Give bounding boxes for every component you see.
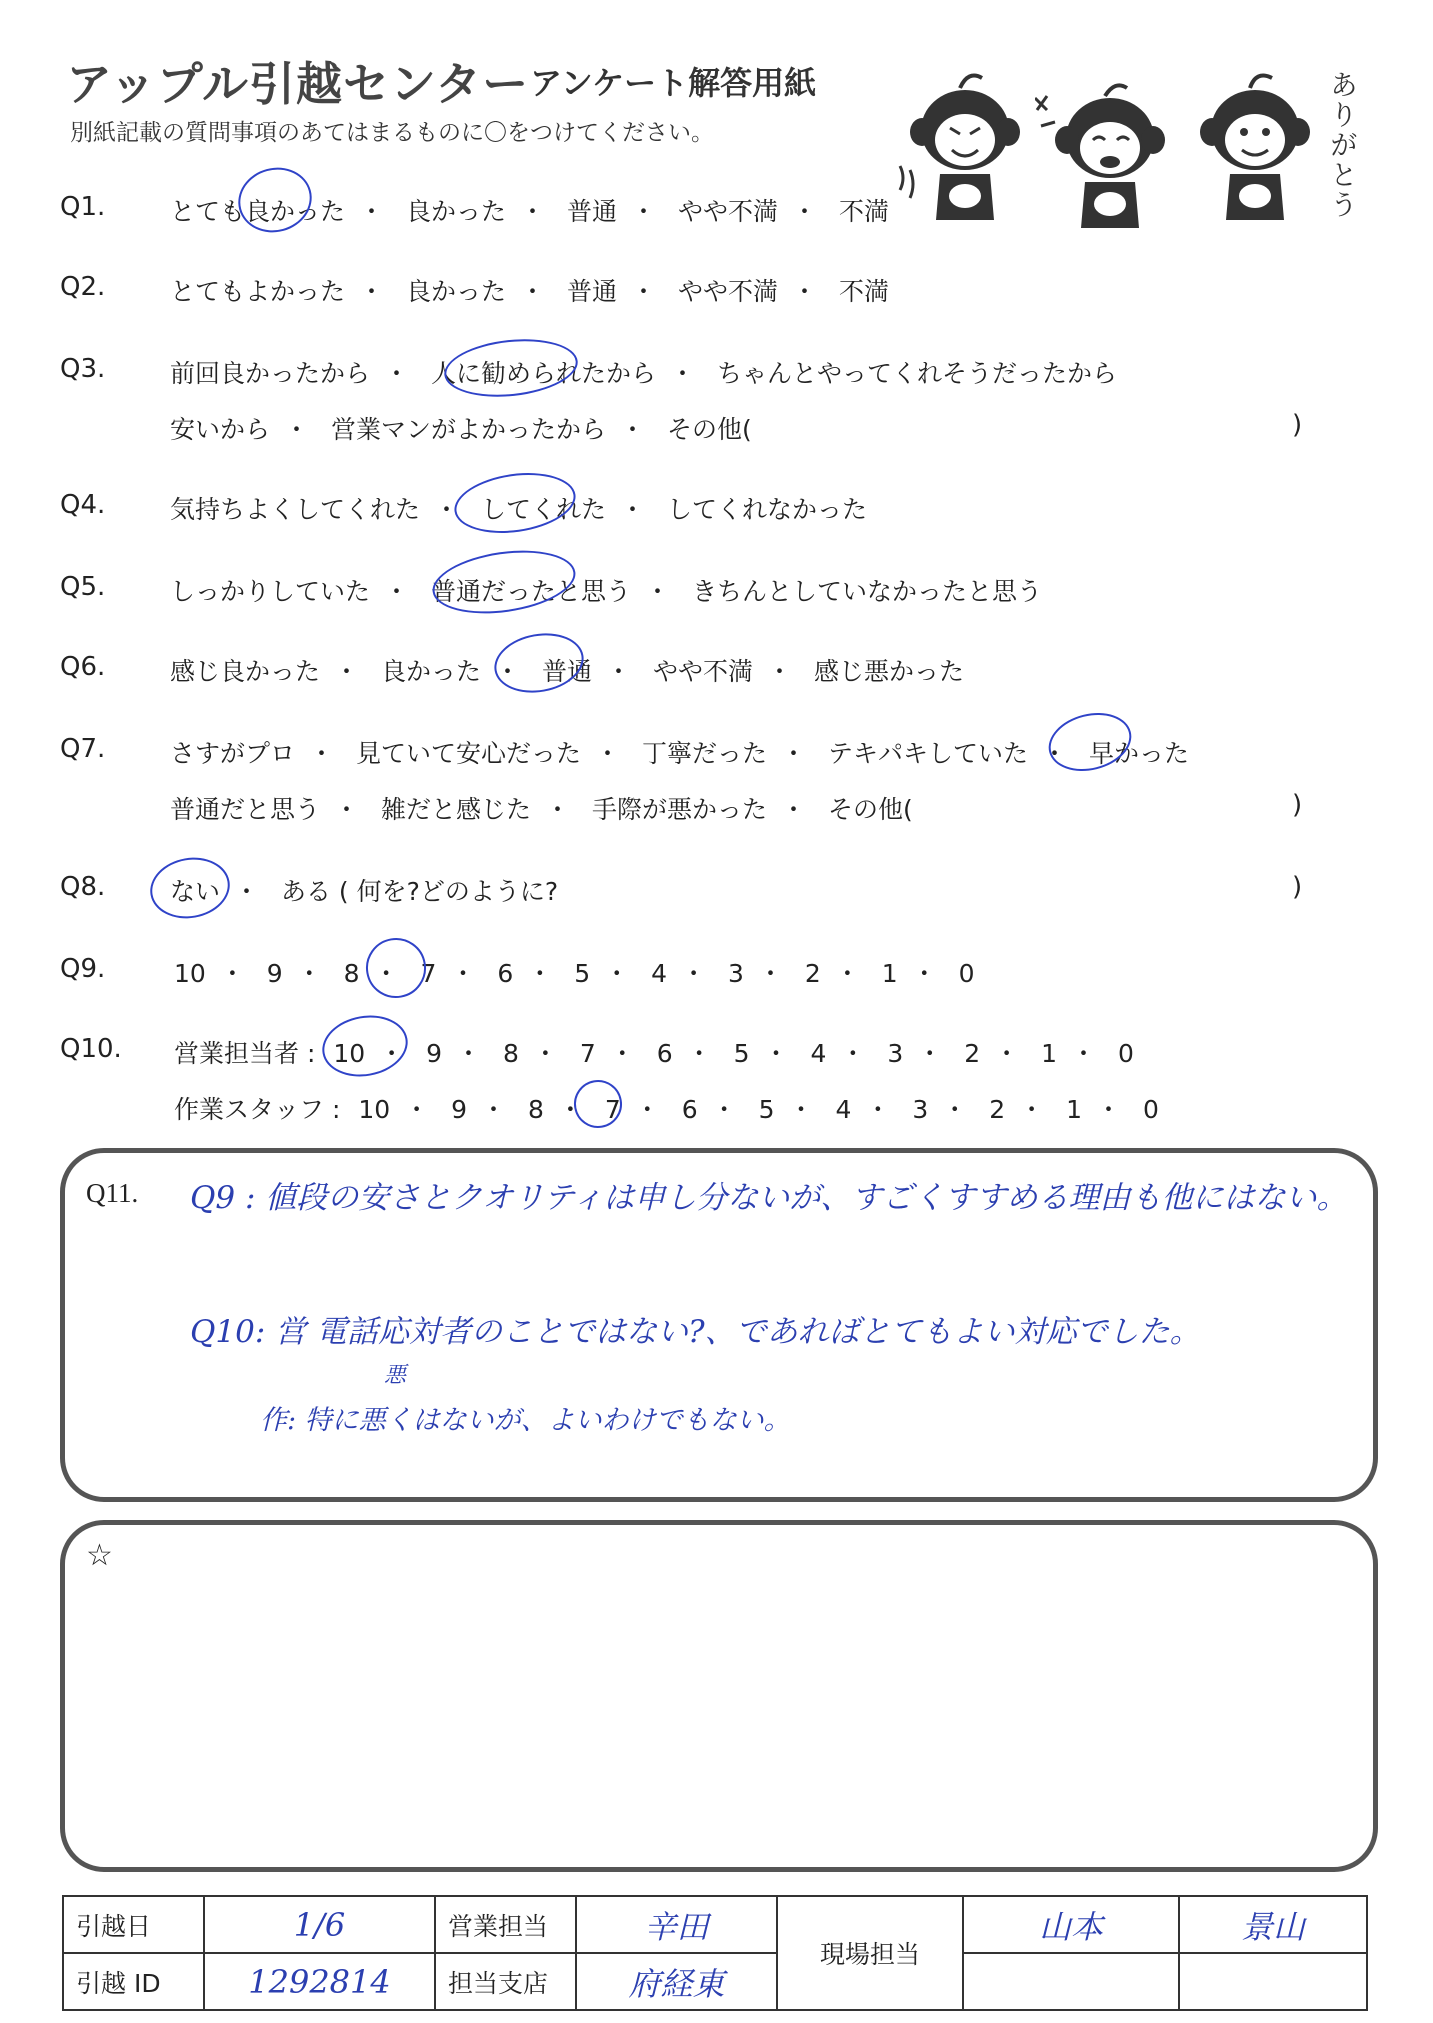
page-subtitle: アンケート解答用紙: [530, 64, 817, 102]
option[interactable]: やや不満: [677, 197, 778, 226]
site-person-2-value: 景山: [1179, 1896, 1367, 1953]
score-option[interactable]: 2: [989, 1095, 1006, 1124]
q6-options: 感じ良かった ・ 良かった ・ 普通 ・ やや不満 ・ 感じ悪かった: [170, 652, 964, 688]
q11-insert-mark: 悪: [384, 1363, 407, 1388]
option[interactable]: とてもよかった: [170, 277, 346, 306]
option[interactable]: 手際が悪かった: [591, 795, 767, 824]
option[interactable]: 感じ悪かった: [813, 657, 964, 686]
option[interactable]: 普通: [566, 197, 617, 226]
site-label: 現場担当: [777, 1896, 963, 2010]
score-option[interactable]: 3: [887, 1039, 904, 1068]
q9-scale: 10 ・ 9 ・ 8 ・ 7 ・ 6 ・ 5 ・ 4 ・ 3 ・ 2 ・ 1 ・ 0: [174, 959, 975, 988]
score-option[interactable]: 2: [964, 1039, 981, 1068]
q10-sales-label: 営業担当者 :: [174, 1039, 316, 1068]
option[interactable]: 不満: [838, 277, 889, 306]
score-option[interactable]: 8: [527, 1095, 544, 1124]
question-number: Q7.: [60, 734, 106, 764]
score-option[interactable]: 5: [758, 1095, 775, 1124]
q10-staff-scale: 作業スタッフ : 10 ・ 9 ・ 8 ・ 7 ・ 6 ・ 5 ・ 4 ・ 3 ・ 2 ・ 1 ・ 0: [174, 1090, 1159, 1126]
option[interactable]: ない: [170, 877, 221, 906]
branch-label: 担当支店: [435, 1953, 576, 2010]
thanks-text: ありがとう: [1326, 70, 1359, 220]
page-title: アップル引越センター: [66, 57, 530, 111]
monkey-illustration-right: [1180, 70, 1330, 230]
score-option[interactable]: 7: [420, 959, 437, 988]
score-option[interactable]: 6: [497, 959, 514, 988]
q4-options: 気持ちよくしてくれた ・ してくれた ・ してくれなかった: [170, 490, 867, 526]
score-option[interactable]: 7: [579, 1039, 596, 1068]
score-option[interactable]: 0: [958, 959, 975, 988]
score-option[interactable]: 10: [333, 1039, 366, 1068]
score-option[interactable]: 5: [733, 1039, 750, 1068]
question-number: Q3.: [60, 354, 106, 384]
score-option[interactable]: 1: [881, 959, 898, 988]
option[interactable]: 早かった: [1088, 739, 1189, 768]
q10-staff-label: 作業スタッフ :: [174, 1095, 341, 1124]
move-date-label: 引越日: [63, 1896, 204, 1953]
site-person-3-blank: [963, 1953, 1179, 2010]
q1-options: とても良かった ・ 良かった ・ 普通 ・ やや不満 ・ 不満: [170, 192, 889, 228]
footer-info-table: [62, 1895, 1368, 2011]
move-id-label: 引越 ID: [63, 1953, 204, 2010]
instruction-text: 別紙記載の質問事項のあてはまるものに〇をつけてください。: [70, 120, 714, 146]
option[interactable]: 丁寧だった: [641, 739, 767, 768]
score-option[interactable]: 10: [174, 959, 206, 988]
option[interactable]: 普通: [566, 277, 617, 306]
q8-options: ない ・ ある ( 何を?どのように?: [170, 872, 558, 908]
close-paren: ): [1292, 790, 1303, 820]
option[interactable]: 営業マンがよかったから: [330, 415, 606, 444]
question-number: Q9.: [60, 954, 106, 984]
option[interactable]: やや不満: [652, 657, 753, 686]
option[interactable]: その他(: [666, 415, 752, 444]
q11-handwriting-line1: Q9 : 値段の安さとクオリティは申し分ないが、すごくすすめる理由も他にはない。: [190, 1180, 1348, 1216]
score-option[interactable]: 6: [656, 1039, 673, 1068]
branch-value: 府経東: [576, 1953, 777, 2010]
option[interactable]: 雑だと感じた: [380, 795, 531, 824]
option[interactable]: 不満: [838, 197, 889, 226]
q3-options-line2: 安いから ・ 営業マンがよかったから ・ その他(: [170, 410, 752, 446]
score-option[interactable]: 8: [343, 959, 360, 988]
option[interactable]: 人に勧められたから: [430, 359, 656, 388]
score-option[interactable]: 4: [651, 959, 668, 988]
option[interactable]: 良かった: [380, 657, 481, 686]
question-number: Q8.: [60, 872, 106, 902]
q2-options: とてもよかった ・ 良かった ・ 普通 ・ やや不満 ・ 不満: [170, 272, 889, 308]
sales-label: 営業担当: [435, 1896, 576, 1953]
option[interactable]: 前回良かったから: [170, 359, 371, 388]
option[interactable]: 良かった: [405, 197, 506, 226]
option[interactable]: 普通だったと思う: [430, 577, 631, 606]
score-option[interactable]: 4: [835, 1095, 852, 1124]
site-person-1-value: 山本: [963, 1896, 1179, 1953]
option[interactable]: 見ていて安心だった: [355, 739, 581, 768]
question-number: Q2.: [60, 272, 106, 302]
option[interactable]: 安いから: [170, 415, 271, 444]
q5-options: しっかりしていた ・ 普通だったと思う ・ きちんとしていなかったと思う: [170, 572, 1042, 608]
close-paren: ): [1292, 872, 1303, 902]
monkey-illustration-left: [890, 70, 1040, 230]
q7-options-line1: さすがプロ ・ 見ていて安心だった ・ 丁寧だった ・ テキパキしていた ・ 早かった: [170, 734, 1189, 770]
option[interactable]: やや不満: [677, 277, 778, 306]
question-number: Q10.: [60, 1034, 122, 1064]
option[interactable]: 良かった: [405, 277, 506, 306]
question-number: Q5.: [60, 572, 106, 602]
option[interactable]: テキパキしていた: [827, 739, 1028, 768]
sales-person-value: 辛田: [576, 1896, 777, 1953]
question-number: Q6.: [60, 652, 106, 682]
option[interactable]: きちんとしていなかったと思う: [691, 577, 1042, 606]
score-option[interactable]: 0: [1142, 1095, 1159, 1124]
score-option[interactable]: 1: [1041, 1039, 1058, 1068]
free-comment-box[interactable]: [60, 1520, 1378, 1872]
q11-handwriting-line2: Q10: 営 電話応対者のことではない?、であればとてもよい対応でした。: [190, 1314, 1201, 1350]
option[interactable]: してくれた: [480, 495, 606, 524]
score-option[interactable]: 1: [1066, 1095, 1083, 1124]
option[interactable]: とても良かった: [170, 197, 346, 226]
score-option[interactable]: 7: [604, 1095, 621, 1124]
option[interactable]: 普通だと思う: [170, 795, 321, 824]
score-option[interactable]: 9: [266, 959, 283, 988]
question-number: Q4.: [60, 490, 106, 520]
q7-options-line2: 普通だと思う ・ 雑だと感じた ・ 手際が悪かった ・ その他(: [170, 790, 913, 826]
site-person-4-blank: [1179, 1953, 1367, 2010]
score-option[interactable]: 8: [502, 1039, 519, 1068]
monkey-illustration-middle: [1035, 78, 1185, 238]
option[interactable]: その他(: [827, 795, 913, 824]
question-number: Q1.: [60, 192, 106, 222]
option[interactable]: しっかりしていた: [170, 577, 371, 606]
score-option[interactable]: 10: [358, 1095, 391, 1124]
option[interactable]: 感じ良かった: [170, 657, 321, 686]
q10-sales-scale: 営業担当者 : 10 ・ 9 ・ 8 ・ 7 ・ 6 ・ 5 ・ 4 ・ 3 ・ 2 ・ 1 ・ 0: [174, 1034, 1134, 1070]
option[interactable]: ちゃんとやってくれそうだったから: [716, 359, 1117, 388]
score-option[interactable]: 9: [426, 1039, 443, 1068]
option[interactable]: 気持ちよくしてくれた: [170, 495, 421, 524]
q11-handwriting-line3: 作: 特に悪くはないが、よいわけでもない。: [260, 1405, 791, 1436]
score-option[interactable]: 3: [728, 959, 744, 988]
star-icon: ☆: [86, 1538, 113, 1573]
score-option[interactable]: 6: [681, 1095, 698, 1124]
move-date-value: 1/6: [204, 1896, 435, 1953]
option[interactable]: してくれなかった: [666, 495, 867, 524]
option[interactable]: ある ( 何を?どのように?: [280, 877, 559, 906]
move-id-value: 1292814: [204, 1953, 435, 2010]
option[interactable]: さすがプロ: [170, 739, 296, 768]
option[interactable]: 普通: [541, 657, 592, 686]
close-paren: ): [1292, 410, 1303, 440]
score-option[interactable]: 3: [912, 1095, 929, 1124]
score-option[interactable]: 5: [574, 959, 591, 988]
q3-options-line1: 前回良かったから ・ 人に勧められたから ・ ちゃんとやってくれそうだったから: [170, 354, 1117, 390]
score-option[interactable]: 4: [810, 1039, 827, 1068]
score-option[interactable]: 2: [804, 959, 821, 988]
score-option[interactable]: 0: [1117, 1039, 1134, 1068]
score-option[interactable]: 9: [451, 1095, 468, 1124]
q11-label: Q11.: [86, 1178, 139, 1208]
